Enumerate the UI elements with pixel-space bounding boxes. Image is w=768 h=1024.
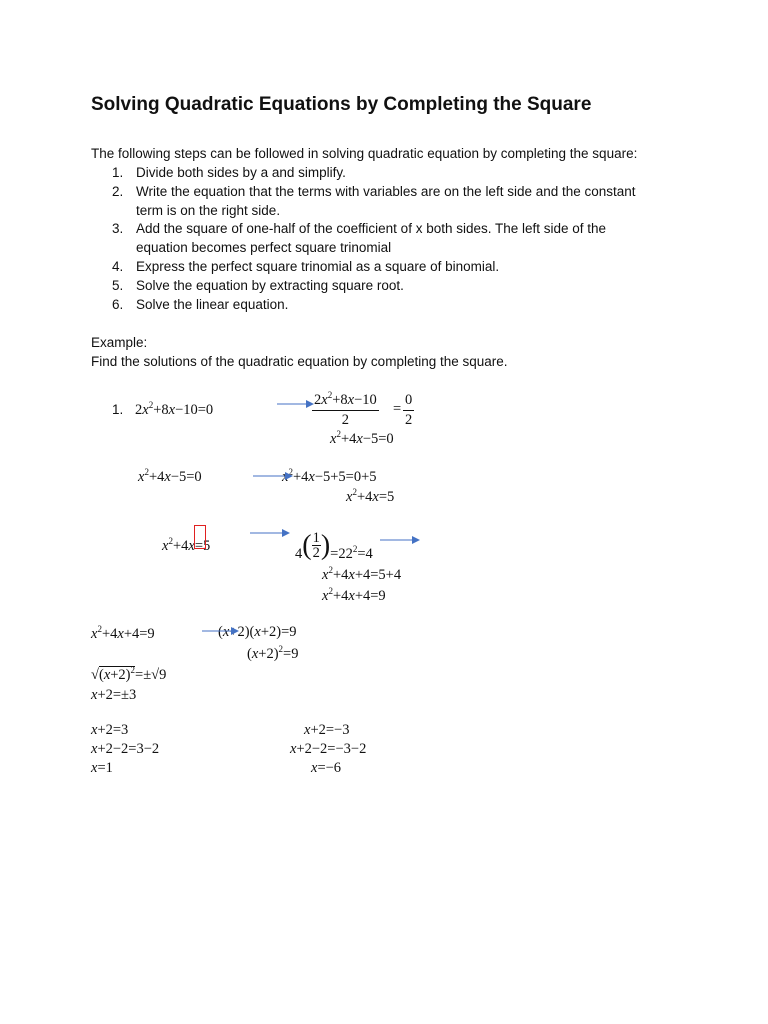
step-number: 4. bbox=[112, 259, 124, 274]
step-number: 1. bbox=[112, 165, 124, 180]
half-coefficient-expression: 4( $\frac{1}{2}$ )$=22^2=4$ bbox=[295, 529, 373, 562]
step-text: equation becomes perfect square trinomial bbox=[136, 240, 392, 256]
equation-step2-left: $x^2+4x-5=0$ bbox=[138, 467, 202, 485]
equals-sign: = bbox=[393, 401, 402, 417]
solution-negative-line1: x+2=−3 bbox=[304, 722, 350, 738]
solution-positive-result: x=1 bbox=[91, 760, 113, 776]
equation-original: $2x^2+8x-10=0$ bbox=[135, 400, 214, 418]
solution-negative-line2: x+2−2=−3−2 bbox=[290, 741, 367, 757]
step-text: Solve the equation by extracting square root. bbox=[136, 277, 404, 293]
intro-paragraph: The following steps can be followed in solving quadratic equation by completing the square: bbox=[91, 146, 638, 161]
equation-step4-factored: (x+2)(x+2)=9 bbox=[218, 624, 297, 640]
step-number: 6. bbox=[112, 296, 124, 312]
equation-step2-result: $x^2+4x=5$ bbox=[346, 487, 395, 505]
zero-over-two-fraction: $\frac{0}{2}$ bbox=[405, 392, 413, 428]
problem-number: 1. bbox=[112, 402, 124, 417]
step-text: Solve the linear equation. bbox=[136, 296, 289, 312]
solution-negative-result: x=−6 bbox=[311, 760, 342, 776]
step-number: 2. bbox=[112, 183, 124, 199]
highlight-box bbox=[194, 525, 206, 549]
equation-step3-left: $x^2+4x=5$ bbox=[162, 536, 211, 554]
solution-positive-line2: x+2−2=3−2 bbox=[91, 741, 160, 757]
step-number: 3. bbox=[112, 221, 124, 237]
page-title: Solving Quadratic Equations by Completing the Square bbox=[91, 94, 592, 115]
step-text: Express the perfect square trinomial as a square of binomial. bbox=[136, 259, 500, 274]
equation-step4-square: $(x+2)^2=9$ bbox=[247, 644, 299, 662]
equation-step4-left: $x^2+4x+4=9$ bbox=[91, 624, 155, 642]
equation-divided-fraction: $\frac{2x^2+8x-10}{2}$ bbox=[314, 390, 377, 428]
equation-step3-result: $x^2+4x+4=9$ bbox=[322, 586, 386, 604]
example-prompt: Find the solutions of the quadratic equation by completing the square. bbox=[91, 354, 508, 369]
equation-step2-add5: $x^2+4x-5+5=0+5$ bbox=[282, 467, 377, 485]
example-label: Example: bbox=[91, 335, 148, 350]
step-number: 5. bbox=[112, 277, 124, 293]
step-text: term is on the right side. bbox=[136, 202, 281, 218]
step-text: Write the equation that the terms with variables are on the left side and the constant bbox=[136, 183, 636, 199]
equation-step5-sqrt: $√(x+2)^2=\pm√9$ bbox=[91, 665, 167, 683]
step-text: Add the square of one-half of the coefficient of x both sides. The left side of the bbox=[136, 221, 607, 237]
step-text: Divide both sides by a and simplify. bbox=[136, 165, 346, 180]
equation-step3-add4: $x^2+4x+4=5+4$ bbox=[322, 565, 402, 583]
equation-step5-result: x+2=±3 bbox=[91, 687, 137, 703]
solution-positive-line1: x+2=3 bbox=[91, 722, 129, 738]
equation-simplified: $x^2+4x-5=0$ bbox=[330, 429, 394, 447]
